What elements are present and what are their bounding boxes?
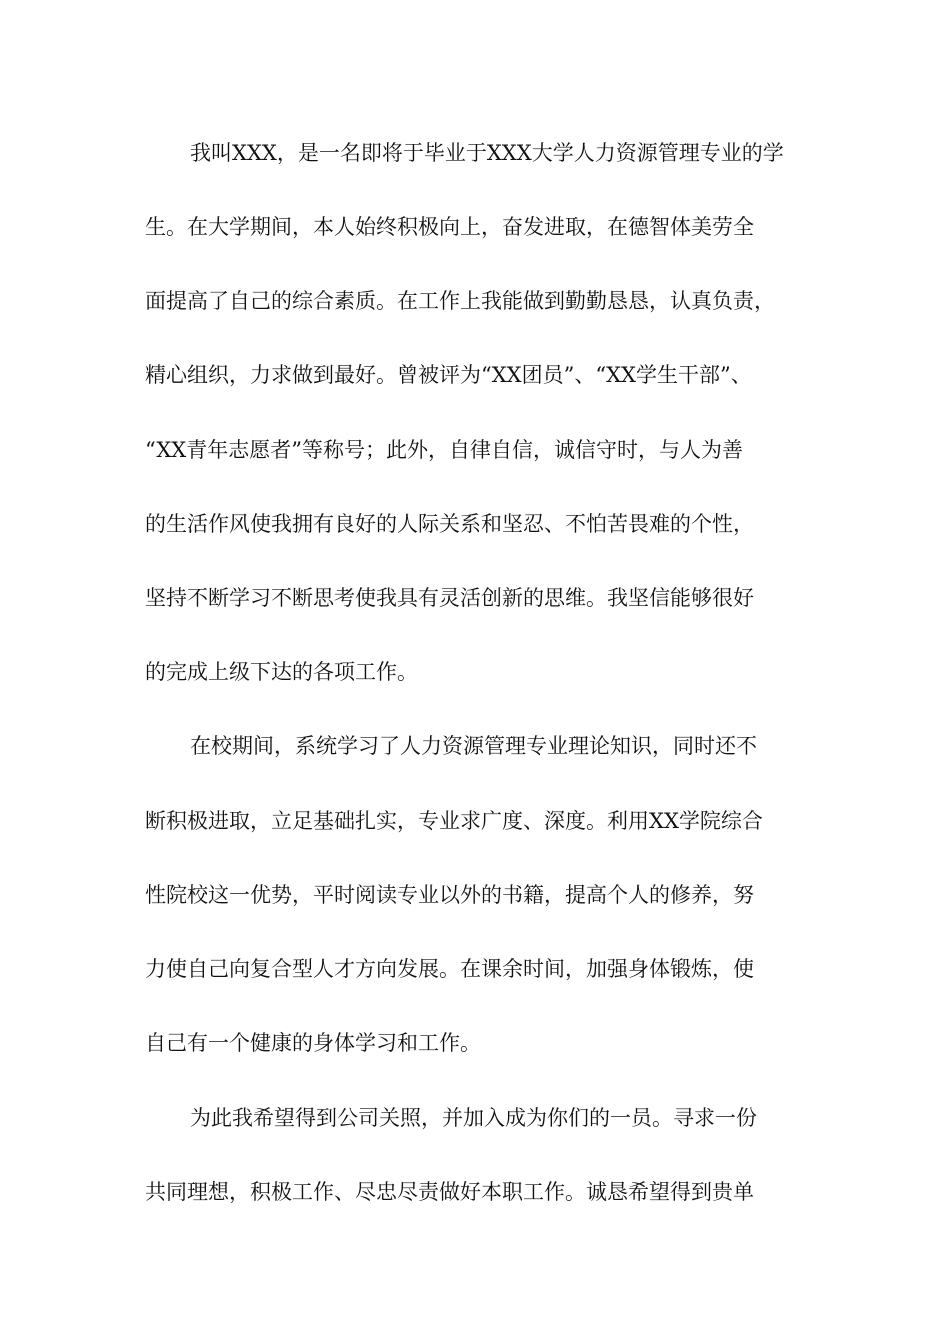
paragraph-2-line-2: 断积极进取，立足基础扎实，专业求广度、深度。利用XX学院综合 bbox=[145, 809, 763, 833]
paragraph-3-line-2: 共同理想，积极工作、尽忠尽责做好本职工作。诚恳希望得到贵单 bbox=[145, 1180, 754, 1204]
paragraph-1-line-7: 坚持不断学习不断思考使我具有灵活创新的思维。我坚信能够很好 bbox=[145, 586, 754, 610]
paragraph-1-line-1: 我叫XXX，是一名即将于毕业于XXX大学人力资源管理专业的学 bbox=[190, 141, 784, 165]
paragraph-1-line-4: 精心组织，力求做到最好。曾被评为“XX团员”、“XX学生干部”、 bbox=[145, 363, 752, 387]
paragraph-2-line-4: 力使自己向复合型人才方向发展。在课余时间，加强身体锻炼，使 bbox=[145, 957, 754, 981]
paragraph-2-line-3: 性院校这一优势，平时阅读专业以外的书籍，提高个人的修养，努 bbox=[145, 883, 754, 907]
paragraph-1-line-6: 的生活作风使我拥有良好的人际关系和坚忍、不怕苦畏难的个性， bbox=[145, 512, 754, 536]
paragraph-2-line-1: 在校期间，系统学习了人力资源管理专业理论知识，同时还不 bbox=[190, 734, 757, 758]
paragraph-3-line-1: 为此我希望得到公司关照，并加入成为你们的一员。寻求一份 bbox=[190, 1106, 757, 1130]
paragraph-1-line-2: 生。在大学期间，本人始终积极向上，奋发进取，在德智体美劳全 bbox=[145, 215, 754, 239]
paragraph-2-line-5: 自己有一个健康的身体学习和工作。 bbox=[145, 1031, 481, 1055]
paragraph-1-line-5: “XX青年志愿者”等称号；此外，自律自信，诚信守时，与人为善 bbox=[145, 438, 743, 462]
paragraph-1-line-8: 的完成上级下达的各项工作。 bbox=[145, 660, 418, 684]
paragraph-1-line-3: 面提高了自己的综合素质。在工作上我能做到勤勤恳恳，认真负责， bbox=[145, 289, 775, 313]
